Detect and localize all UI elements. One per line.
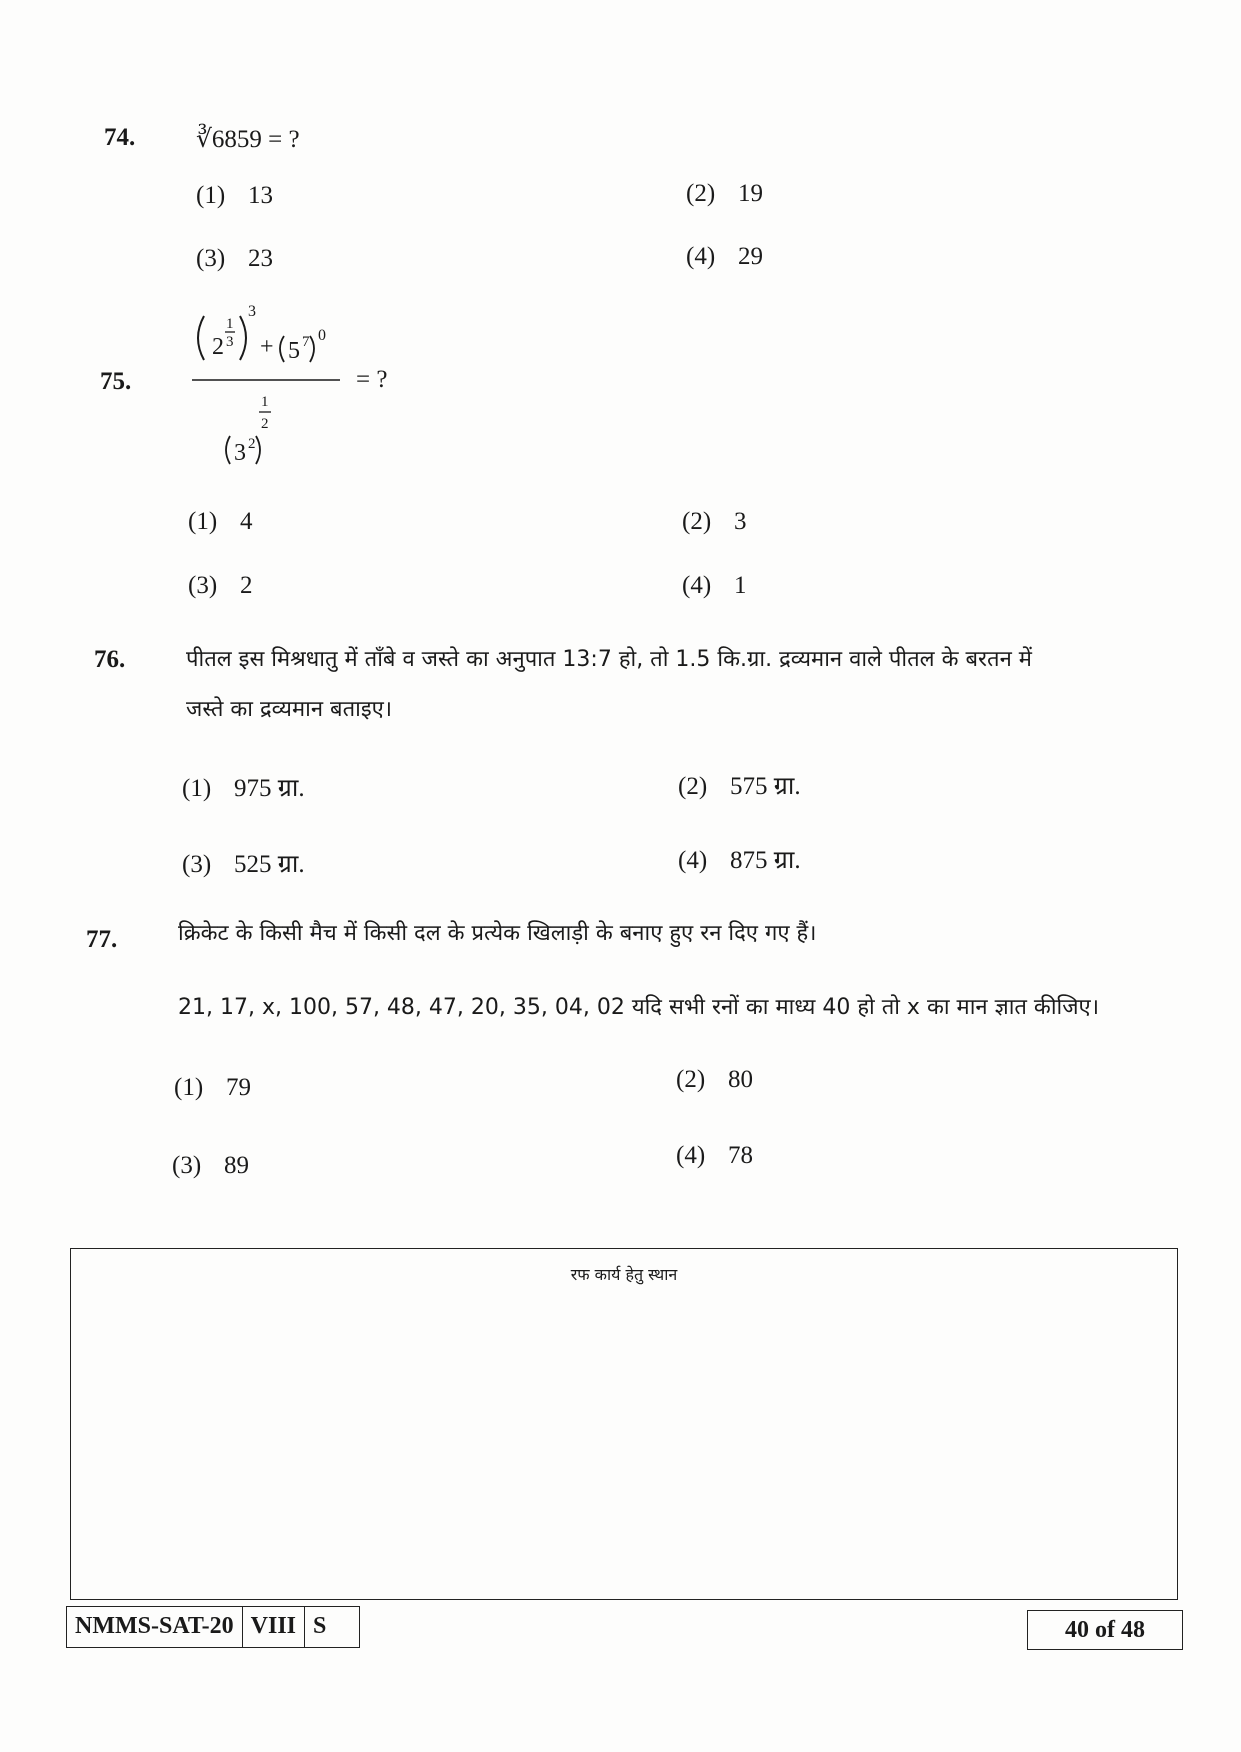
question-stem-line2: जस्ते का द्रव्यमान बताइए। <box>186 697 393 722</box>
option-3: (3) 525 ग्रा. <box>182 851 305 878</box>
svg-text:3: 3 <box>234 440 246 466</box>
question-number: 76. <box>94 646 126 673</box>
question-number: 77. <box>86 926 118 953</box>
option-1: (1) 79 <box>174 1074 251 1101</box>
svg-text:3: 3 <box>226 334 234 350</box>
question-number: 74. <box>104 124 136 151</box>
svg-text:2: 2 <box>248 436 256 452</box>
svg-text:0: 0 <box>318 327 326 344</box>
option-2: (2) 19 <box>686 180 763 207</box>
option-1: (1) 13 <box>196 182 273 209</box>
option-4: (4) 29 <box>686 243 763 270</box>
class-label: VIII <box>243 1607 305 1647</box>
option-4: (4) 1 <box>682 572 747 599</box>
rough-work-box <box>70 1248 1178 1600</box>
option-2: (2) 575 ग्रा. <box>678 773 801 800</box>
option-2: (2) 80 <box>676 1066 753 1093</box>
option-3: (3) 2 <box>188 572 253 599</box>
option-3: (3) 23 <box>196 245 273 272</box>
option-4: (4) 78 <box>676 1142 753 1169</box>
question-stem-line2: 21, 17, x, 100, 57, 48, 47, 20, 35, 04, 02 यदि सभी रनों का माध्य 40 हो तो x का मान ज्ञात कीजिए। <box>178 995 1100 1020</box>
option-4: (4) 875 ग्रा. <box>678 847 801 874</box>
option-3: (3) 89 <box>172 1152 249 1179</box>
question-stem-line1: क्रिकेट के किसी मैच में किसी दल के प्रत्येक खिलाड़ी के बनाए हुए रन दिए गए हैं। <box>178 921 817 946</box>
question-stem-line1: पीतल इस मिश्रधातु में ताँबे व जस्ते का अनुपात 13:7 हो, तो 1.5 कि.ग्रा. द्रव्यमान वाले पीतल के बरतन में <box>186 647 1032 672</box>
rough-work-title: रफ कार्य हेतु स्थान <box>570 1265 678 1284</box>
svg-text:2: 2 <box>261 416 269 432</box>
paper-code-box <box>66 1606 360 1648</box>
svg-text:3: 3 <box>248 303 256 320</box>
question-stem-equals: = ? <box>356 366 388 393</box>
option-1: (1) 975 ग्रा. <box>182 775 305 802</box>
option-1: (1) 4 <box>188 508 253 535</box>
svg-text:5: 5 <box>288 338 300 364</box>
set-label: S <box>313 1613 327 1639</box>
svg-text:+: + <box>260 334 274 360</box>
question-number: 75. <box>100 368 132 395</box>
paper-code: NMMS-SAT-20 <box>67 1607 243 1647</box>
svg-text:1: 1 <box>226 316 234 332</box>
page-number: 40 of 48 <box>1027 1610 1183 1650</box>
option-2: (2) 3 <box>682 508 747 535</box>
question-stem: ∛6859 = ? <box>196 126 300 153</box>
svg-text:1: 1 <box>261 394 269 410</box>
svg-text:7: 7 <box>302 334 310 350</box>
svg-text:2: 2 <box>212 334 224 360</box>
